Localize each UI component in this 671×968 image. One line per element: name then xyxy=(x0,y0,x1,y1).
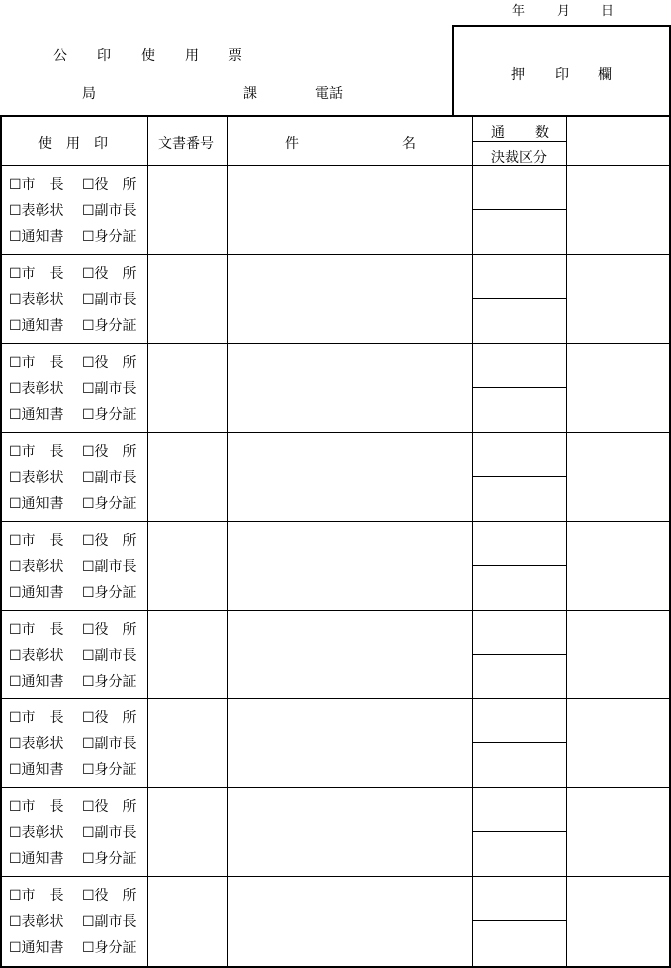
seal-option-checkbox[interactable]: ☐役 所 xyxy=(82,533,137,549)
table-column-divider xyxy=(227,115,228,966)
title-char: 票 xyxy=(228,48,242,64)
seal-option-checkbox[interactable]: ☐表彰状 xyxy=(9,825,64,841)
date-month-label: 月 xyxy=(557,4,571,19)
seal-option-checkbox[interactable]: ☐役 所 xyxy=(82,888,137,904)
seal-option-checkbox[interactable]: ☐表彰状 xyxy=(9,292,64,308)
count-approval-divider xyxy=(472,565,566,566)
seal-option-checkbox[interactable]: ☐表彰状 xyxy=(9,648,64,664)
count-approval-divider xyxy=(472,209,566,210)
title-char: 印 xyxy=(97,48,111,64)
count-approval-divider xyxy=(472,476,566,477)
col-header-doc-number: 文書番号 xyxy=(158,136,214,152)
count-approval-divider xyxy=(472,742,566,743)
phone-label: 電話 xyxy=(315,86,343,102)
count-approval-divider xyxy=(472,387,566,388)
table-column-divider xyxy=(566,115,567,966)
seal-option-checkbox[interactable]: ☐副市長 xyxy=(82,381,137,397)
seal-option-checkbox[interactable]: ☐市 長 xyxy=(9,799,64,815)
seal-option-checkbox[interactable]: ☐通知書 xyxy=(9,407,64,423)
table-row-divider xyxy=(0,787,671,788)
seal-option-checkbox[interactable]: ☐身分証 xyxy=(82,674,137,690)
seal-option-checkbox[interactable]: ☐身分証 xyxy=(82,496,137,512)
table-row-divider xyxy=(0,343,671,344)
col-header-char: 使 xyxy=(38,136,52,152)
seal-option-checkbox[interactable]: ☐通知書 xyxy=(9,318,64,334)
count-approval-divider xyxy=(472,654,566,655)
seal-option-checkbox[interactable]: ☐市 長 xyxy=(9,355,64,371)
title-char: 使 xyxy=(141,48,155,64)
seal-option-checkbox[interactable]: ☐表彰状 xyxy=(9,736,64,752)
seal-option-checkbox[interactable]: ☐身分証 xyxy=(82,585,137,601)
seal-option-checkbox[interactable]: ☐表彰状 xyxy=(9,914,64,930)
seal-option-checkbox[interactable]: ☐副市長 xyxy=(82,559,137,575)
seal-option-checkbox[interactable]: ☐市 長 xyxy=(9,266,64,282)
seal-option-checkbox[interactable]: ☐通知書 xyxy=(9,762,64,778)
seal-option-checkbox[interactable]: ☐身分証 xyxy=(82,762,137,778)
col-header-count-char: 数 xyxy=(535,125,549,141)
header-sub-divider xyxy=(472,141,566,142)
seal-option-checkbox[interactable]: ☐市 長 xyxy=(9,710,64,726)
seal-option-checkbox[interactable]: ☐役 所 xyxy=(82,799,137,815)
seal-option-checkbox[interactable]: ☐身分証 xyxy=(82,940,137,956)
count-approval-divider xyxy=(472,831,566,832)
seal-option-checkbox[interactable]: ☐副市長 xyxy=(82,648,137,664)
table-row-divider xyxy=(0,432,671,433)
seal-option-checkbox[interactable]: ☐副市長 xyxy=(82,292,137,308)
seal-option-checkbox[interactable]: ☐通知書 xyxy=(9,229,64,245)
seal-option-checkbox[interactable]: ☐役 所 xyxy=(82,177,137,193)
col-header-seal-used xyxy=(38,133,108,153)
col-header-subject-right: 名 xyxy=(402,136,416,152)
bureau-label: 局 xyxy=(82,86,96,102)
seal-option-checkbox[interactable]: ☐副市長 xyxy=(82,914,137,930)
seal-option-checkbox[interactable]: ☐通知書 xyxy=(9,674,64,690)
seal-field-char: 欄 xyxy=(598,67,612,83)
table-column-divider xyxy=(147,115,148,966)
seal-option-checkbox[interactable]: ☐役 所 xyxy=(82,266,137,282)
seal-option-checkbox[interactable]: ☐副市長 xyxy=(82,470,137,486)
col-header-approval-class: 決裁区分 xyxy=(491,150,547,166)
col-header-char: 印 xyxy=(94,136,108,152)
seal-option-checkbox[interactable]: ☐副市長 xyxy=(82,825,137,841)
date-day-label: 日 xyxy=(601,4,615,19)
count-approval-divider xyxy=(472,298,566,299)
table-column-divider xyxy=(472,115,473,966)
seal-option-checkbox[interactable]: ☐役 所 xyxy=(82,622,137,638)
table-row-divider xyxy=(0,254,671,255)
count-approval-divider xyxy=(472,920,566,921)
seal-option-checkbox[interactable]: ☐表彰状 xyxy=(9,381,64,397)
date-year-label: 年 xyxy=(512,4,526,19)
seal-option-checkbox[interactable]: ☐市 長 xyxy=(9,533,64,549)
seal-option-checkbox[interactable]: ☐身分証 xyxy=(82,229,137,245)
seal-option-checkbox[interactable]: ☐通知書 xyxy=(9,585,64,601)
seal-option-checkbox[interactable]: ☐副市長 xyxy=(82,203,137,219)
seal-option-checkbox[interactable]: ☐副市長 xyxy=(82,736,137,752)
table-row-divider xyxy=(0,165,671,166)
seal-option-checkbox[interactable]: ☐身分証 xyxy=(82,407,137,423)
seal-option-checkbox[interactable]: ☐役 所 xyxy=(82,355,137,371)
col-header-subject-left: 件 xyxy=(285,136,299,152)
col-header-count-char: 通 xyxy=(491,125,505,141)
title-char: 用 xyxy=(185,48,199,64)
seal-option-checkbox[interactable]: ☐通知書 xyxy=(9,496,64,512)
seal-option-checkbox[interactable]: ☐身分証 xyxy=(82,851,137,867)
seal-option-checkbox[interactable]: ☐市 長 xyxy=(9,888,64,904)
seal-option-checkbox[interactable]: ☐身分証 xyxy=(82,318,137,334)
table-row-divider xyxy=(0,610,671,611)
seal-option-checkbox[interactable]: ☐表彰状 xyxy=(9,203,64,219)
section-label: 課 xyxy=(243,86,257,102)
seal-option-checkbox[interactable]: ☐市 長 xyxy=(9,444,64,460)
seal-option-checkbox[interactable]: ☐役 所 xyxy=(82,710,137,726)
seal-option-checkbox[interactable]: ☐市 長 xyxy=(9,622,64,638)
seal-option-checkbox[interactable]: ☐通知書 xyxy=(9,940,64,956)
seal-option-checkbox[interactable]: ☐役 所 xyxy=(82,444,137,460)
seal-field-char: 印 xyxy=(555,67,569,83)
seal-option-checkbox[interactable]: ☐表彰状 xyxy=(9,470,64,486)
seal-option-checkbox[interactable]: ☐通知書 xyxy=(9,851,64,867)
seal-option-checkbox[interactable]: ☐市 長 xyxy=(9,177,64,193)
table-row-divider xyxy=(0,876,671,877)
table-row-divider xyxy=(0,698,671,699)
col-header-char: 用 xyxy=(66,136,80,152)
seal-field-char: 押 xyxy=(511,67,525,83)
title-char: 公 xyxy=(53,48,67,64)
table-row-divider xyxy=(0,521,671,522)
seal-option-checkbox[interactable]: ☐表彰状 xyxy=(9,559,64,575)
